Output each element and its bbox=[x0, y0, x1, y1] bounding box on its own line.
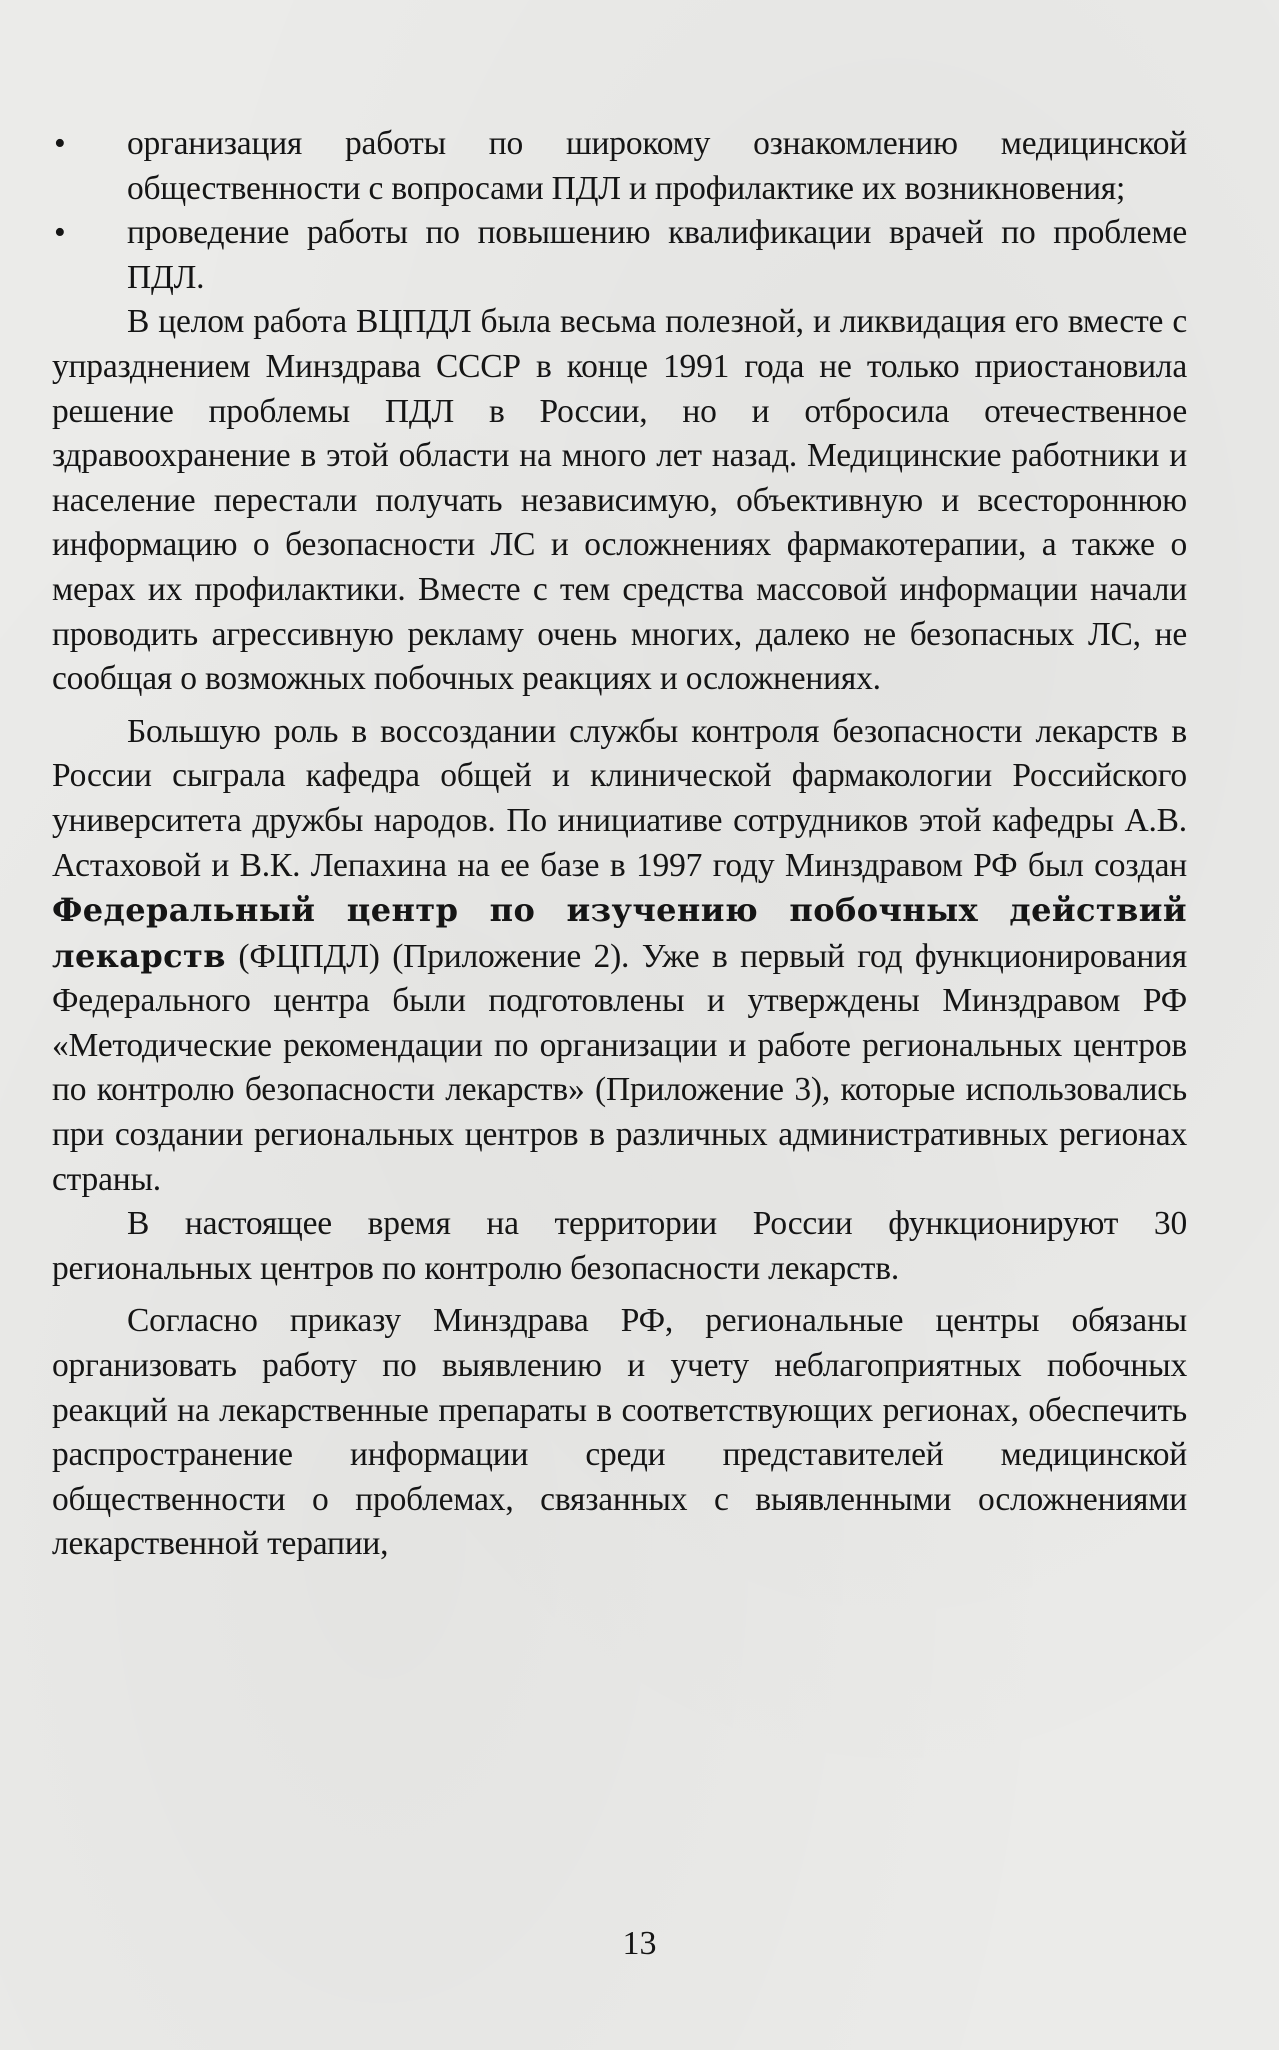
bullet-list bbox=[52, 122, 1187, 300]
bullet-text: проведение работы по повышению квалификации врачей по проблеме ПДЛ. bbox=[127, 214, 1187, 296]
bullet-icon: • bbox=[54, 125, 66, 162]
bullet-icon: • bbox=[54, 214, 66, 252]
page-body bbox=[52, 122, 1187, 1567]
paragraph-regional-centers-count: В настоящее время на территории России функционируют 30 региональных центров по контролю безопасности лекарств. bbox=[52, 1205, 1187, 1287]
paragraph-text: (ФЦПДЛ) (Приложение 2). Уже в первый год функционирования Федерального центра были подготовлены и утверждены Минздравом РФ «Методические рекомендации по организации и работе региональных центров по контролю безопасности лекарств» (Приложение 3), которые использовались при создании региональных центров в различных административных регионах страны. bbox=[52, 937, 1187, 1198]
federal-center-name: Федеральный центр по изучению побочных действий лекарств bbox=[52, 891, 1187, 975]
paragraph-ministry-order: Согласно приказу Минздрава РФ, региональные центры обязаны организовать работу по выявлению и учету неблагоприятных побочных реакций на лекарственные препараты в соответствующих регионах, обеспечить распространение информации среди представителей медицинской общественности о проблемах, связанных с выявленными осложнениями лекарственной терапии, bbox=[52, 1302, 1187, 1563]
paragraph-vcpdl-liquidation: В целом работа ВЦПДЛ была весьма полезной, и ликвидация его вместе с упразднением Минздрава СССР в конце 1991 года не только приостановила решение проблемы ПДЛ в России, но и отбросила отечественное здравоохранение в этой области на много лет назад. Медицинские работники и население перестали получать независимую, объективную и всестороннюю информацию о безопасности ЛС и осложнениях фармакотерапии, а также о мерах их профилактики. Вместе с тем средства массовой информации начали проводить агрессивную рекламу очень многих, далеко не безопасных ЛС, не сообщая о возможных побочных реакциях и осложнениях. bbox=[52, 303, 1187, 698]
bullet-item bbox=[52, 211, 1187, 300]
paragraph-text: Большую роль в воссоздании службы контроля безопасности лекарств в России сыграла кафедра общей и клинической фармакологии Российского университета дружбы народов. По инициативе сотрудников этой кафедры А.В. Астаховой и В.К. Лепахина на ее базе в 1997 году Минздравом РФ был создан bbox=[52, 712, 1187, 884]
bullet-text: организация работы по широкому ознакомлению медицинской общественности с вопросами ПДЛ и профилактике их возникновения; bbox=[127, 125, 1187, 207]
bullet-item bbox=[52, 122, 1187, 211]
paragraph-federal-center bbox=[52, 710, 1187, 1203]
page-number: 13 bbox=[622, 1925, 657, 1962]
